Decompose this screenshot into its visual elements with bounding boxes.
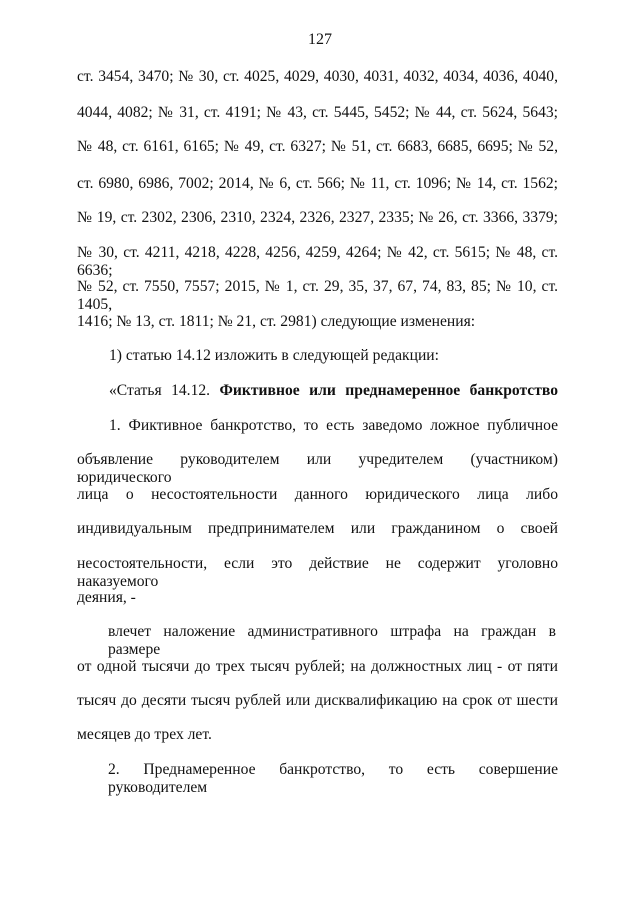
- text-line: 1416; № 13, ст. 1811; № 21, ст. 2981) следующие изменения:: [77, 313, 476, 330]
- article-number: «Статья 14.12.: [109, 382, 211, 399]
- text-line: № 30, ст. 4211, 4218, 4228, 4256, 4259, 4264; № 42, ст. 5615; № 48, ст. 6636;: [77, 244, 558, 279]
- article-title: Фиктивное или преднамеренное банкротство: [219, 382, 558, 399]
- text-line: влечет наложение административного штрафа на граждан в размере: [108, 623, 556, 658]
- text-line: 1. Фиктивное банкротство, то есть заведомо ложное публичное: [109, 417, 558, 434]
- text-line: 1) статью 14.12 изложить в следующей редакции:: [109, 347, 439, 364]
- text-line: объявление руководителем или учредителем (участником) юридического: [77, 451, 558, 486]
- text-line: 2. Преднамеренное банкротство, то есть совершение руководителем: [108, 761, 558, 796]
- text-line: тысяч до десяти тысяч рублей или дисквалификацию на срок от шести: [77, 692, 558, 709]
- text-line: от одной тысячи до трех тысяч рублей; на должностных лиц - от пяти: [77, 658, 558, 675]
- text-line: месяцев до трех лет.: [77, 726, 212, 743]
- text-line: ст. 3454, 3470; № 30, ст. 4025, 4029, 4030, 4031, 4032, 4034, 4036, 4040,: [77, 68, 558, 85]
- text-line: № 19, ст. 2302, 2306, 2310, 2324, 2326, 2327, 2335; № 26, ст. 3366, 3379;: [77, 209, 558, 226]
- text-line: № 48, ст. 6161, 6165; № 49, ст. 6327; № 51, ст. 6683, 6685, 6695; № 52,: [77, 138, 558, 155]
- text-line: № 52, ст. 7550, 7557; 2015, № 1, ст. 29, 35, 37, 67, 74, 83, 85; № 10, ст. 1405,: [77, 278, 558, 313]
- text-line: лица о несостоятельности данного юридического лица либо: [77, 486, 558, 503]
- text-line: ст. 6980, 6986, 7002; 2014, № 6, ст. 566; № 11, ст. 1096; № 14, ст. 1562;: [77, 175, 558, 192]
- text-line: деяния, -: [77, 589, 136, 606]
- text-line: несостоятельности, если это действие не содержит уголовно наказуемого: [77, 555, 558, 590]
- text-line: индивидуальным предпринимателем или гражданином о своей: [77, 520, 558, 537]
- text-line: 4044, 4082; № 31, ст. 4191; № 43, ст. 5445, 5452; № 44, ст. 5624, 5643;: [77, 104, 558, 121]
- page-number: 127: [308, 31, 332, 48]
- article-heading: [109, 382, 558, 400]
